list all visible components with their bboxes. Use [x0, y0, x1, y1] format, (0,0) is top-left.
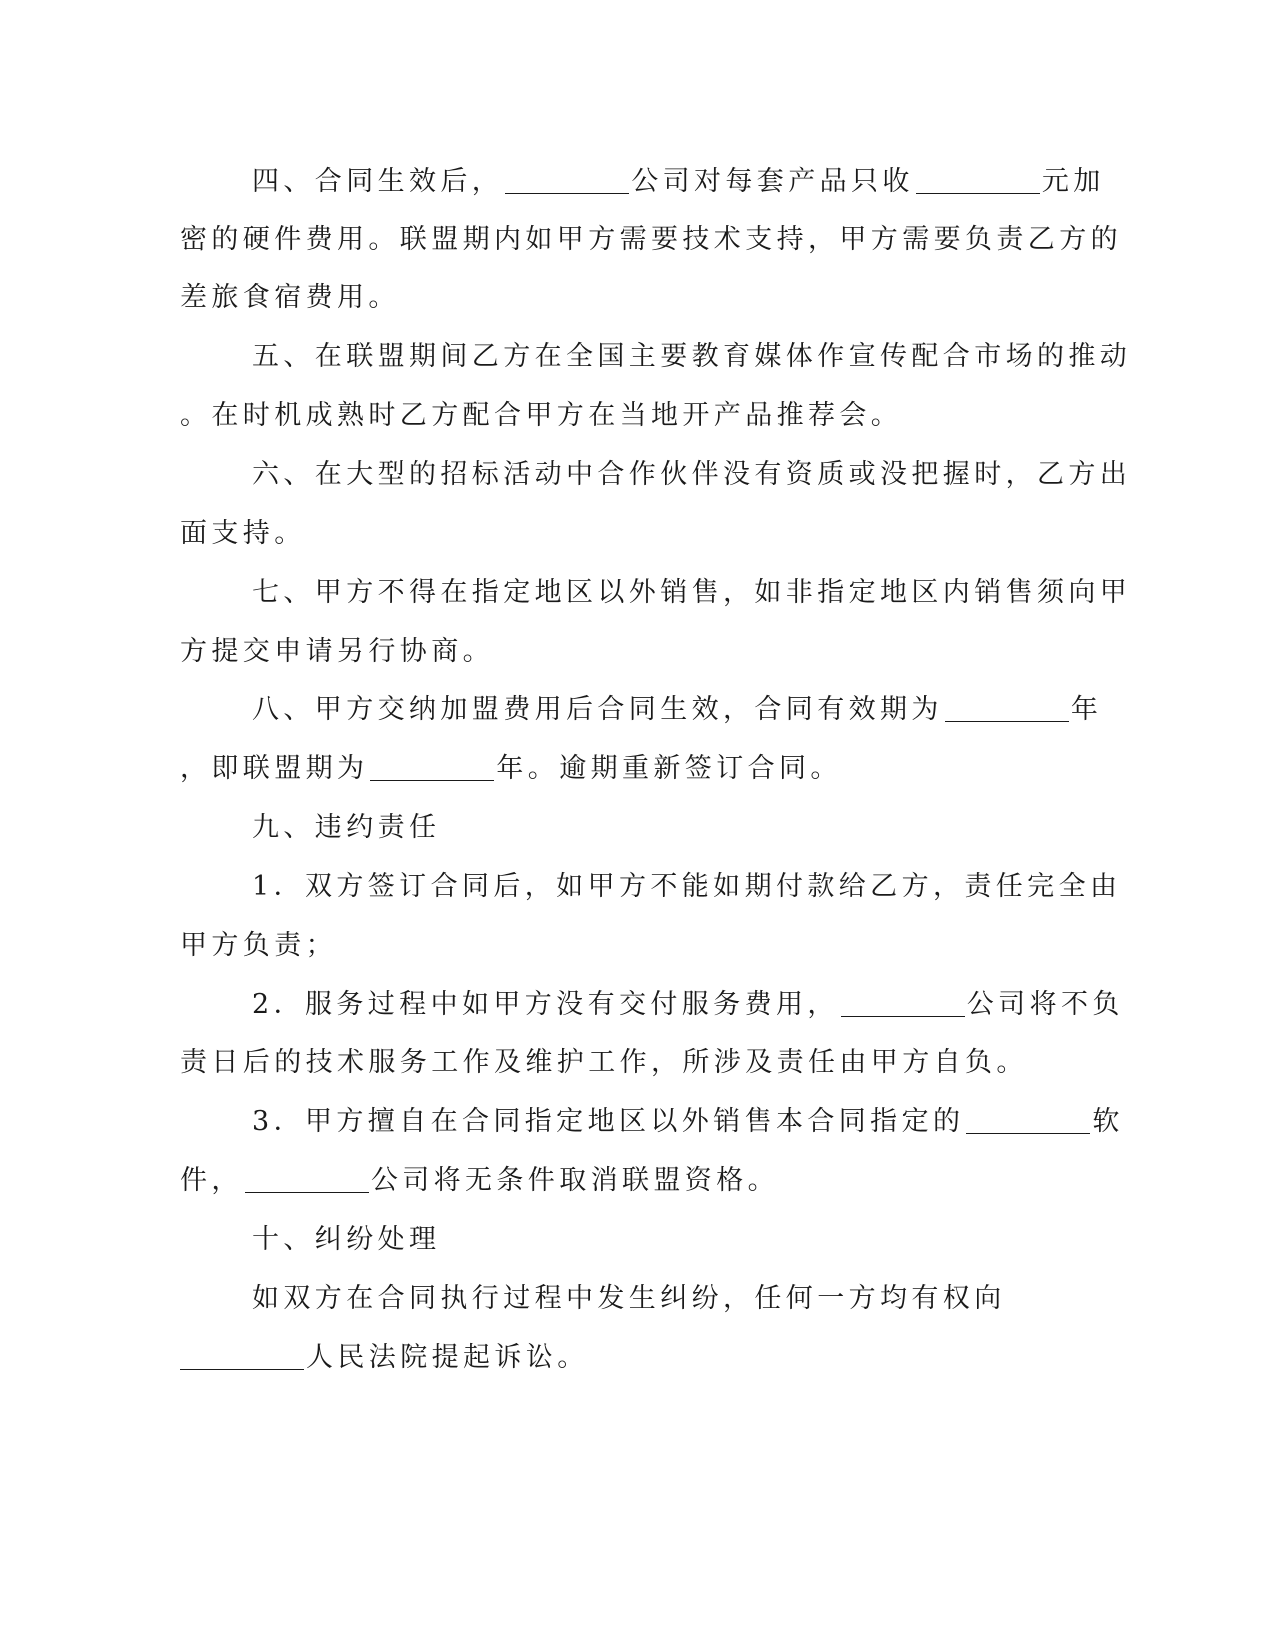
clause-9-1-line-1: [252, 867, 1121, 907]
blank-alliance-years: [370, 752, 494, 781]
clause-4-line-1: [252, 162, 1105, 202]
clause-4-line-2: [180, 220, 1122, 260]
clause-7-text-b: 方提交申请另行协商。: [180, 636, 494, 667]
clause-9-2-text-b: 公司将不负: [966, 989, 1124, 1020]
clause-4-text-c: 元加: [1041, 166, 1105, 197]
clause-9-heading: [252, 808, 440, 848]
clause-4-text-b: 公司对每套产品只收: [631, 166, 914, 197]
clause-5-text-a: 五、在联盟期间乙方在全国主要教育媒体作宣传配合市场的推动: [252, 341, 1132, 372]
clause-4-text-a: 四、合同生效后，: [252, 166, 504, 197]
clause-8-line-1: [252, 690, 1102, 730]
clause-5-line-2: [180, 396, 902, 436]
clause-8-text-a: 八、甲方交纳加盟费用后合同生效，合同有效期为: [252, 694, 943, 725]
clause-10-heading: [252, 1220, 440, 1260]
clause-9-2-line-2: [180, 1043, 1028, 1083]
clause-7-line-1: [252, 573, 1131, 613]
clause-9-3-line-1: [252, 1102, 1124, 1142]
clause-9-3-text-c: 件，: [180, 1165, 243, 1196]
blank-cancel-company: [245, 1164, 369, 1193]
clause-5-line-1: [252, 337, 1131, 377]
clause-6-text-a: 六、在大型的招标活动中合作伙伴没有资质或没把握时，乙方出: [252, 459, 1132, 490]
clause-9-1-line-2: [180, 926, 337, 966]
blank-service-company: [841, 988, 965, 1017]
clause-7-text-a: 七、甲方不得在指定地区以外销售，如非指定地区内销售须向甲: [252, 577, 1132, 608]
clause-8-text-b: 年: [1070, 694, 1103, 725]
clause-9-2-text-a: 2．服务过程中如甲方没有交付服务费用，: [252, 989, 839, 1020]
clause-8-text-d: 年。逾期重新签订合同。: [496, 753, 842, 784]
clause-10-line-2: [180, 1338, 589, 1378]
blank-court-name: [180, 1341, 304, 1370]
clause-9-title: 九、违约责任: [252, 812, 441, 843]
clause-8-line-2: [180, 749, 842, 789]
clause-9-3-text-a: 3．甲方擅自在合同指定地区以外销售本合同指定的: [252, 1106, 965, 1137]
clause-6-line-1: [252, 455, 1131, 495]
clause-4-text-e: 差旅食宿费用。: [180, 282, 400, 313]
blank-company-name: [505, 165, 629, 194]
blank-contract-years: [945, 693, 1069, 722]
clause-10-text-b: 人民法院提起诉讼。: [306, 1342, 589, 1373]
clause-9-3-text-b: 软: [1092, 1106, 1124, 1137]
clause-7-line-2: [180, 632, 494, 672]
clause-6-line-2: [180, 514, 306, 554]
clause-9-3-line-2: [180, 1161, 779, 1201]
clause-10-text-a: 如双方在合同执行过程中发生纠纷，任何一方均有权向: [252, 1283, 1006, 1314]
clause-9-2-text-c: 责日后的技术服务工作及维护工作，所涉及责任由甲方自负。: [180, 1047, 1028, 1078]
clause-5-text-b: 。在时机成熟时乙方配合甲方在当地开产品推荐会。: [180, 400, 903, 431]
clause-10-line-1: [252, 1279, 1006, 1319]
clause-9-1-text-a: 1．双方签订合同后，如甲方不能如期付款给乙方，责任完全由: [252, 871, 1122, 902]
clause-6-text-b: 面支持。: [180, 518, 306, 549]
clause-9-1-text-b: 甲方负责；: [180, 930, 337, 961]
blank-hardware-fee: [916, 165, 1040, 194]
clause-4-text-d: 密的硬件费用。联盟期内如甲方需要技术支持，甲方需要负责乙方的: [180, 224, 1122, 255]
clause-9-3-text-d: 公司将无条件取消联盟资格。: [370, 1165, 780, 1196]
clause-8-text-c: ，即联盟期为: [180, 753, 369, 784]
clause-4-line-3: [180, 278, 400, 318]
clause-10-title: 十、纠纷处理: [252, 1224, 441, 1255]
clause-9-2-line-1: [252, 985, 1124, 1025]
blank-software-name: [966, 1105, 1090, 1134]
